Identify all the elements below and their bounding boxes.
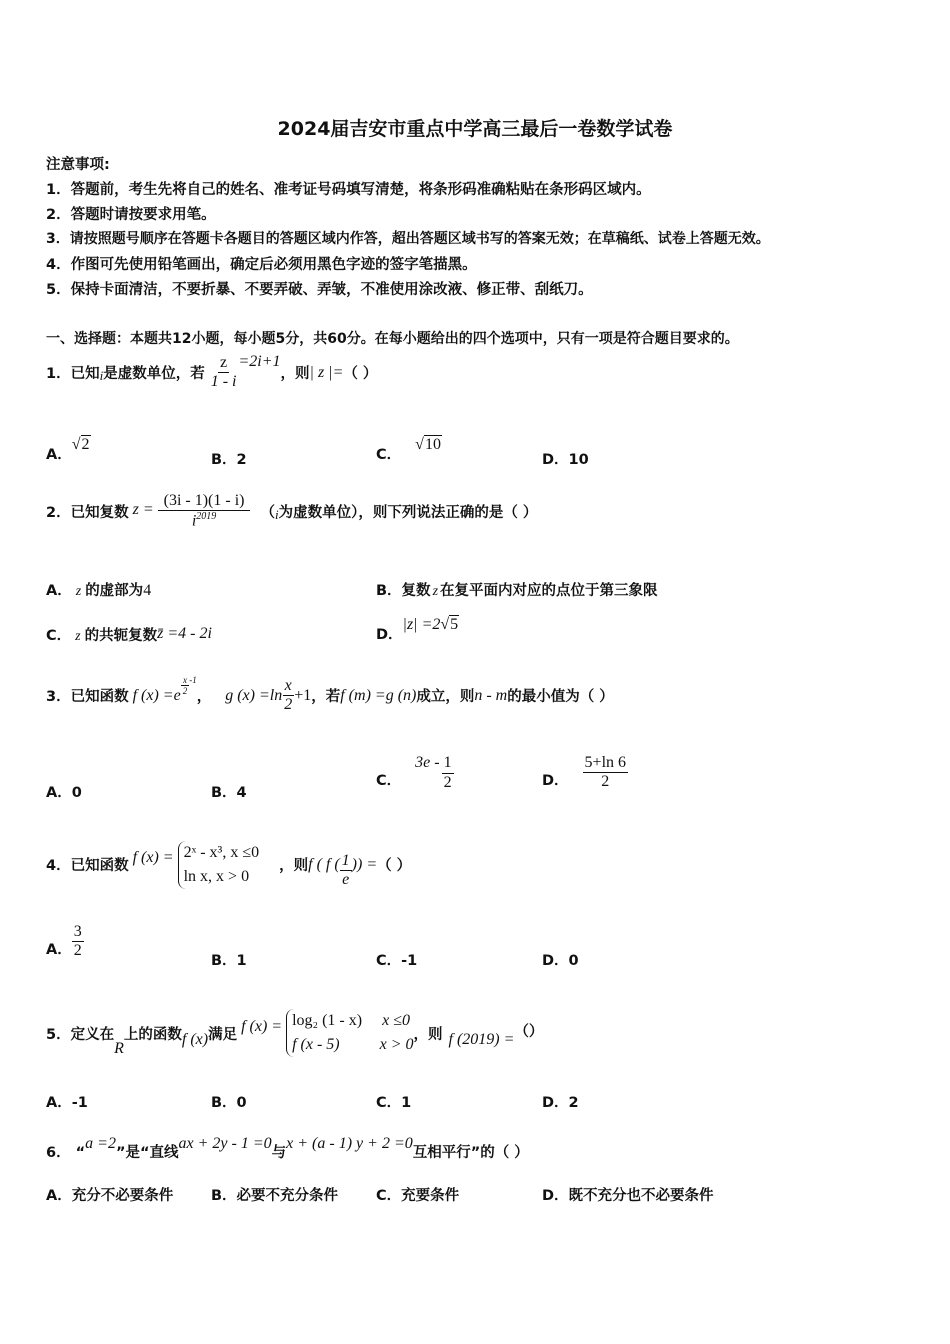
q4-f: f (x) = xyxy=(132,848,174,866)
q3-c-expr: 3e - xyxy=(415,754,440,771)
q2-num: (3i - 1)(1 - i) xyxy=(158,492,251,511)
option-label: A． xyxy=(46,941,72,958)
q6-mid: ”是“直线 xyxy=(115,1145,179,1161)
q4-option-a xyxy=(46,923,84,961)
q2-c-text: 的共轭复数 xyxy=(84,628,158,644)
q1-i: i xyxy=(99,367,104,383)
q3-option-c xyxy=(376,754,454,792)
q3-f-exp-den: 2 xyxy=(182,686,188,697)
q2-d-lhs: |z| =2 xyxy=(402,616,441,633)
q1-fraction xyxy=(209,354,239,392)
q1-option-b: B．2 xyxy=(211,452,247,468)
q6-yu: 与 xyxy=(271,1145,287,1161)
q5-tail: （） xyxy=(514,1023,544,1040)
q2-fraction xyxy=(158,492,251,531)
q4-piecewise xyxy=(178,841,260,889)
option-label: C． xyxy=(376,773,402,789)
q4-a-num: 3 xyxy=(72,923,84,942)
q2-i: i xyxy=(274,506,279,522)
q5-case2: f (x - 5) xyxy=(292,1036,340,1053)
q3-nm: n - m xyxy=(474,686,508,704)
q3-f-exp-tail: -1 xyxy=(189,675,197,686)
q1-c-radicand: 10 xyxy=(424,436,441,453)
q6-a: a =2 xyxy=(85,1134,116,1152)
question-6 xyxy=(46,1125,529,1162)
q1-pre: 1．已知 xyxy=(46,366,100,383)
q1-tail: （ ） xyxy=(343,366,378,383)
q1-num: z xyxy=(218,354,229,373)
option-label: A． xyxy=(46,447,72,463)
q3-option-a: A．0 xyxy=(46,785,82,801)
q4-tail: （ ） xyxy=(377,858,412,875)
option-label: D． xyxy=(542,772,569,789)
q6-line1: ax + 2y - 1 =0 xyxy=(178,1134,272,1152)
q3-d-fraction xyxy=(583,754,628,792)
q6-option-a: A．充分不必要条件 xyxy=(46,1188,174,1204)
q2-den-exp: 2019 xyxy=(196,511,217,523)
q5-mid2: 满足 xyxy=(208,1026,238,1043)
q3-d-den: 2 xyxy=(601,773,610,791)
q4-pre: 4．已知函数 xyxy=(46,858,129,875)
q2-pre: 2．已知复数 xyxy=(46,505,129,522)
option-label: C． xyxy=(46,628,72,644)
q3-f-exp xyxy=(181,675,197,697)
q5-pre: 5．定义在 xyxy=(46,1026,115,1043)
q5-post: ，则 xyxy=(413,1026,443,1043)
q4-expr-tail: )) = xyxy=(351,855,378,873)
question-4 xyxy=(46,840,411,890)
q1-option-c: C．√10 xyxy=(376,436,441,463)
q2-a-text: 的虚部为 xyxy=(85,583,144,599)
q3-g: g (x) =ln xyxy=(225,686,283,704)
q5-mid: 上的函数 xyxy=(123,1026,182,1043)
q5-piecewise xyxy=(286,1009,413,1057)
option-label: A． xyxy=(46,583,72,599)
q6-option-c: C．充要条件 xyxy=(376,1188,460,1204)
q2-option-d: D．|z| =2√5 xyxy=(376,616,459,643)
option-label: B．复数 xyxy=(376,583,431,599)
q5-option-b: B．0 xyxy=(211,1095,247,1111)
q4-mid: ，则 xyxy=(279,858,309,875)
q4-num: 1 xyxy=(340,852,352,871)
q1-abs: | z |= xyxy=(309,363,344,381)
q5-option-c: C．1 xyxy=(376,1095,412,1111)
q1-rhs: =2i+1 xyxy=(238,352,281,370)
q1-mid: 是虚数单位，若 xyxy=(103,366,205,383)
q2-den-base: i xyxy=(191,512,197,530)
q1-den: 1 - i xyxy=(210,373,237,391)
q4-option-b: B．1 xyxy=(211,953,247,969)
q3-option-b: B．4 xyxy=(211,785,247,801)
q5-r: R xyxy=(114,1040,124,1057)
q5-option-a: A．-1 xyxy=(46,1095,88,1111)
page-title: 2024届吉安市重点中学高三最后一卷数学试卷 xyxy=(277,118,673,140)
q3-f: f (x) =e xyxy=(132,686,181,704)
q2-option-a xyxy=(46,579,151,600)
q2-paren: （ xyxy=(260,505,275,522)
q3-f-exp-num: x xyxy=(182,675,187,686)
notice-item: 5．保持卡面清洁，不要折暴、不要弄破、弄皱，不准使用涂改液、修正带、刮纸刀。 xyxy=(46,282,593,298)
q4-case2: ln x, x > 0 xyxy=(183,867,250,885)
notice-heading: 注意事项: xyxy=(46,157,110,173)
q6-pre: 6． “ xyxy=(46,1145,86,1161)
option-label: C． xyxy=(376,447,402,463)
notice-item: 1．答题前，考生先将自己的姓名、准考证号码填写清楚，将条形码准确粘贴在条形码区域内。 xyxy=(46,182,651,198)
q3-g-tail: +1 xyxy=(294,686,312,704)
q4-fraction xyxy=(340,852,352,890)
q3-c-den: 2 xyxy=(443,773,452,791)
q2-option-c xyxy=(46,624,212,645)
q2-b-text: 在复平面内对应的点位于第三象限 xyxy=(440,583,658,599)
q5-case1-cond: x ≤0 xyxy=(382,1012,410,1029)
q4-option-c: C．-1 xyxy=(376,953,418,969)
notice-item: 3．请按照题号顺序在答题卡各题目的答题区域内作答，超出答题区域书写的答案无效；在草稿纸、试卷上答题无效。 xyxy=(46,231,770,247)
q3-option-d xyxy=(542,754,628,792)
question-1 xyxy=(46,354,377,392)
option-label: D． xyxy=(376,627,403,643)
question-5 xyxy=(46,1008,543,1058)
q4-a-fraction xyxy=(72,923,84,961)
q3-g-num: x xyxy=(283,677,294,696)
q1-option-d: D．10 xyxy=(542,452,589,468)
q3-pre: 3．已知函数 xyxy=(46,689,129,706)
q6-tail: 互相平行”的（ ） xyxy=(412,1145,529,1161)
q4-case1: 2ˣ - x³, x ≤0 xyxy=(183,843,260,861)
q1-a-radicand: 2 xyxy=(81,436,90,453)
q6-option-d: D．既不充分也不必要条件 xyxy=(542,1188,714,1204)
question-3 xyxy=(46,677,614,715)
q2-d-radicand: 5 xyxy=(450,616,459,633)
q3-cond: f (m) =g (n) xyxy=(340,686,417,704)
q3-g-fraction xyxy=(282,677,294,715)
q3-post: 成立，则 xyxy=(416,689,475,706)
q3-mid: ，若 xyxy=(311,689,341,706)
notice-item: 4．作图可先使用铅笔画出，确定后必须用黑色字迹的签字笔描黑。 xyxy=(46,257,477,273)
q6-line2: x + (a - 1) y + 2 =0 xyxy=(286,1134,413,1152)
q2-post: 为虚数单位），则下列说法正确的是（ ） xyxy=(278,505,538,522)
q3-c-num: 1 xyxy=(442,754,454,773)
q2-c-expr: z̄ =4 - 2i xyxy=(157,625,212,642)
q2-a-z: z xyxy=(75,584,82,599)
q3-comma: ， xyxy=(196,689,212,706)
q5-fx: f (x) xyxy=(181,1031,209,1048)
q2-den xyxy=(190,511,218,531)
q4-expr: f ( f ( xyxy=(308,855,340,873)
section-heading: 一、选择题：本题共12小题，每小题5分，共60分。在每小题给出的四个选项中，只有一项是符合题目要求的。 xyxy=(46,331,739,347)
q3-d-num: 5+ln 6 xyxy=(583,754,628,773)
q2-option-b xyxy=(376,579,658,600)
q3-g-den: 2 xyxy=(284,696,293,714)
q3-c-fraction xyxy=(442,754,454,792)
question-2 xyxy=(46,492,537,531)
q4-option-d: D．0 xyxy=(542,953,579,969)
q5-case1: log₂ (1 - x) xyxy=(292,1012,363,1029)
notice-item: 2．答题时请按要求用笔。 xyxy=(46,207,216,223)
q1-post: ，则 xyxy=(280,366,310,383)
q1-option-a: A．√2 xyxy=(46,436,90,463)
q5-case2-cond: x > 0 xyxy=(379,1036,414,1053)
q2-c-z: z xyxy=(75,629,81,644)
q4-a-den: 2 xyxy=(73,942,82,960)
q5-option-d: D．2 xyxy=(542,1095,579,1111)
q6-option-b: B．必要不充分条件 xyxy=(211,1188,339,1204)
q5-q: f (2019) = xyxy=(448,1031,515,1048)
q2-lhs: z = xyxy=(132,500,154,518)
q3-tail: 的最小值为（ ） xyxy=(507,689,614,706)
q2-b-z: z xyxy=(432,584,439,599)
q4-den: e xyxy=(342,871,350,889)
q5-f: f (x) = xyxy=(241,1018,283,1035)
q2-a-val: 4 xyxy=(143,582,152,599)
